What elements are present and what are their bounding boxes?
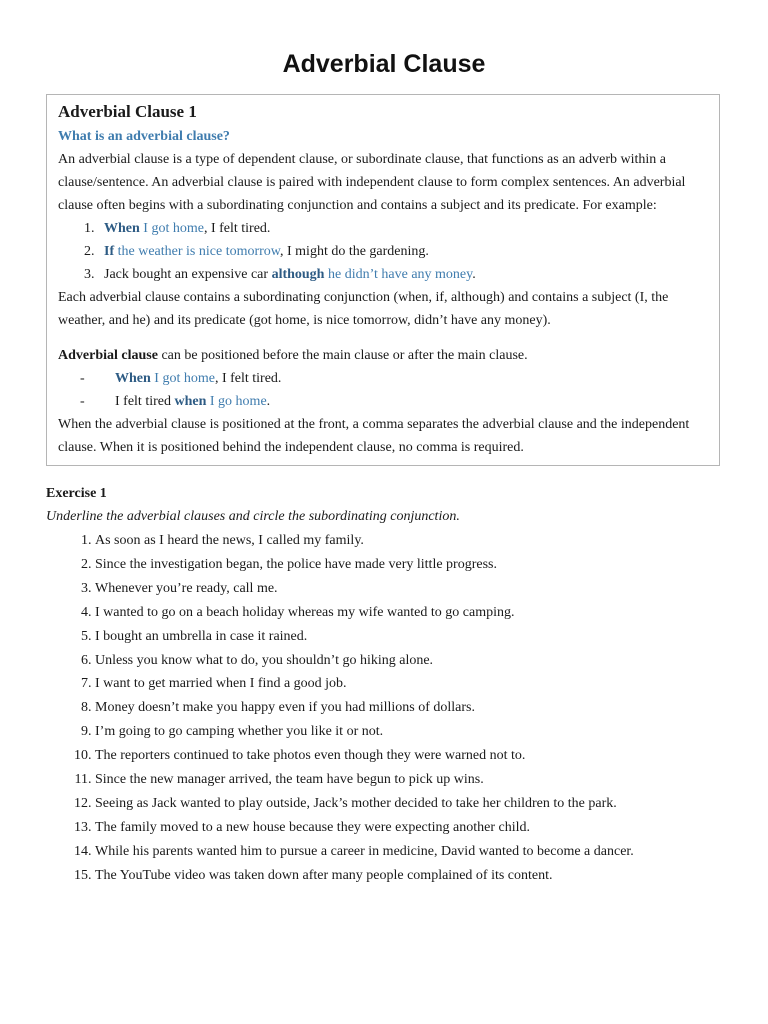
exercise-section — [46, 483, 726, 888]
list-item: 3. Jack bought an expensive car although he didn’t have any money. — [98, 263, 708, 286]
list-item: 13. The family moved to a new house because they were expecting another child. — [95, 816, 726, 840]
example-list — [58, 217, 708, 286]
list-item: 2. Since the investigation began, the police have made very little progress. — [95, 553, 726, 577]
exercise-list — [46, 529, 726, 888]
list-item: 10. The reporters continued to take photos even though they were warned not to. — [95, 744, 726, 768]
exercise-instruction: Underline the adverbial clauses and circle the subordinating conjunction. — [46, 509, 460, 524]
list-item: 2. If the weather is nice tomorrow, I might do the gardening. — [98, 240, 708, 263]
list-item: 15. The YouTube video was taken down after many people complained of its content. — [95, 864, 726, 888]
page-title: Adverbial Clause — [282, 50, 486, 78]
summary-paragraph: Each adverbial clause contains a subordinating conjunction (when, if, although) and contains a subject (I, the weather, and he) and its predicate (got home, is nice tomorrow, didn’t have any money). — [58, 290, 669, 328]
list-item: 8. Money doesn’t make you happy even if you had millions of dollars. — [95, 696, 726, 720]
question-heading: What is an adverbial clause? — [58, 129, 230, 144]
dash-example-list — [58, 367, 708, 413]
section-heading: Adverbial Clause 1 — [58, 102, 197, 121]
list-item: - I felt tired when I go home. — [80, 394, 271, 409]
list-item: 4. I wanted to go on a beach holiday whereas my wife wanted to go camping. — [95, 601, 726, 625]
list-item: 9. I’m going to go camping whether you like it or not. — [95, 720, 726, 744]
list-item: 7. I want to get married when I find a good job. — [95, 672, 726, 696]
exercise-title: Exercise 1 — [46, 486, 107, 501]
list-item: 1. When I got home, I felt tired. — [98, 217, 708, 240]
list-item: 6. Unless you know what to do, you shouldn’t go hiking alone. — [95, 649, 726, 673]
list-item: 5. I bought an umbrella in case it rained. — [95, 625, 726, 649]
list-item: 14. While his parents wanted him to pursue a career in medicine, David wanted to become a dancer. — [95, 840, 726, 864]
list-item: 1. As soon as I heard the news, I called my family. — [95, 529, 726, 553]
comma-rule-paragraph: When the adverbial clause is positioned at the front, a comma separates the adverbial clause and the independent clause. When it is positioned behind the independent clause, no comma is required. — [58, 417, 690, 455]
definition-box — [46, 94, 720, 466]
intro-paragraph: An adverbial clause is a type of dependent clause, or subordinate clause, that functions as an adverb within a clause/sentence. An adverbial clause is paired with independent clause to form complex sentences. An adverbial clause often begins with a subordinating conjunction and contains a subject and its predicate. For example: — [58, 152, 686, 213]
position-paragraph: Adverbial clause can be positioned before the main clause or after the main clause. — [58, 348, 528, 363]
list-item: 11. Since the new manager arrived, the team have begun to pick up wins. — [95, 768, 726, 792]
list-item: - When I got home, I felt tired. — [80, 371, 282, 386]
list-item: 12. Seeing as Jack wanted to play outside, Jack’s mother decided to take her children to the park. — [95, 792, 726, 816]
list-item: 3. Whenever you’re ready, call me. — [95, 577, 726, 601]
